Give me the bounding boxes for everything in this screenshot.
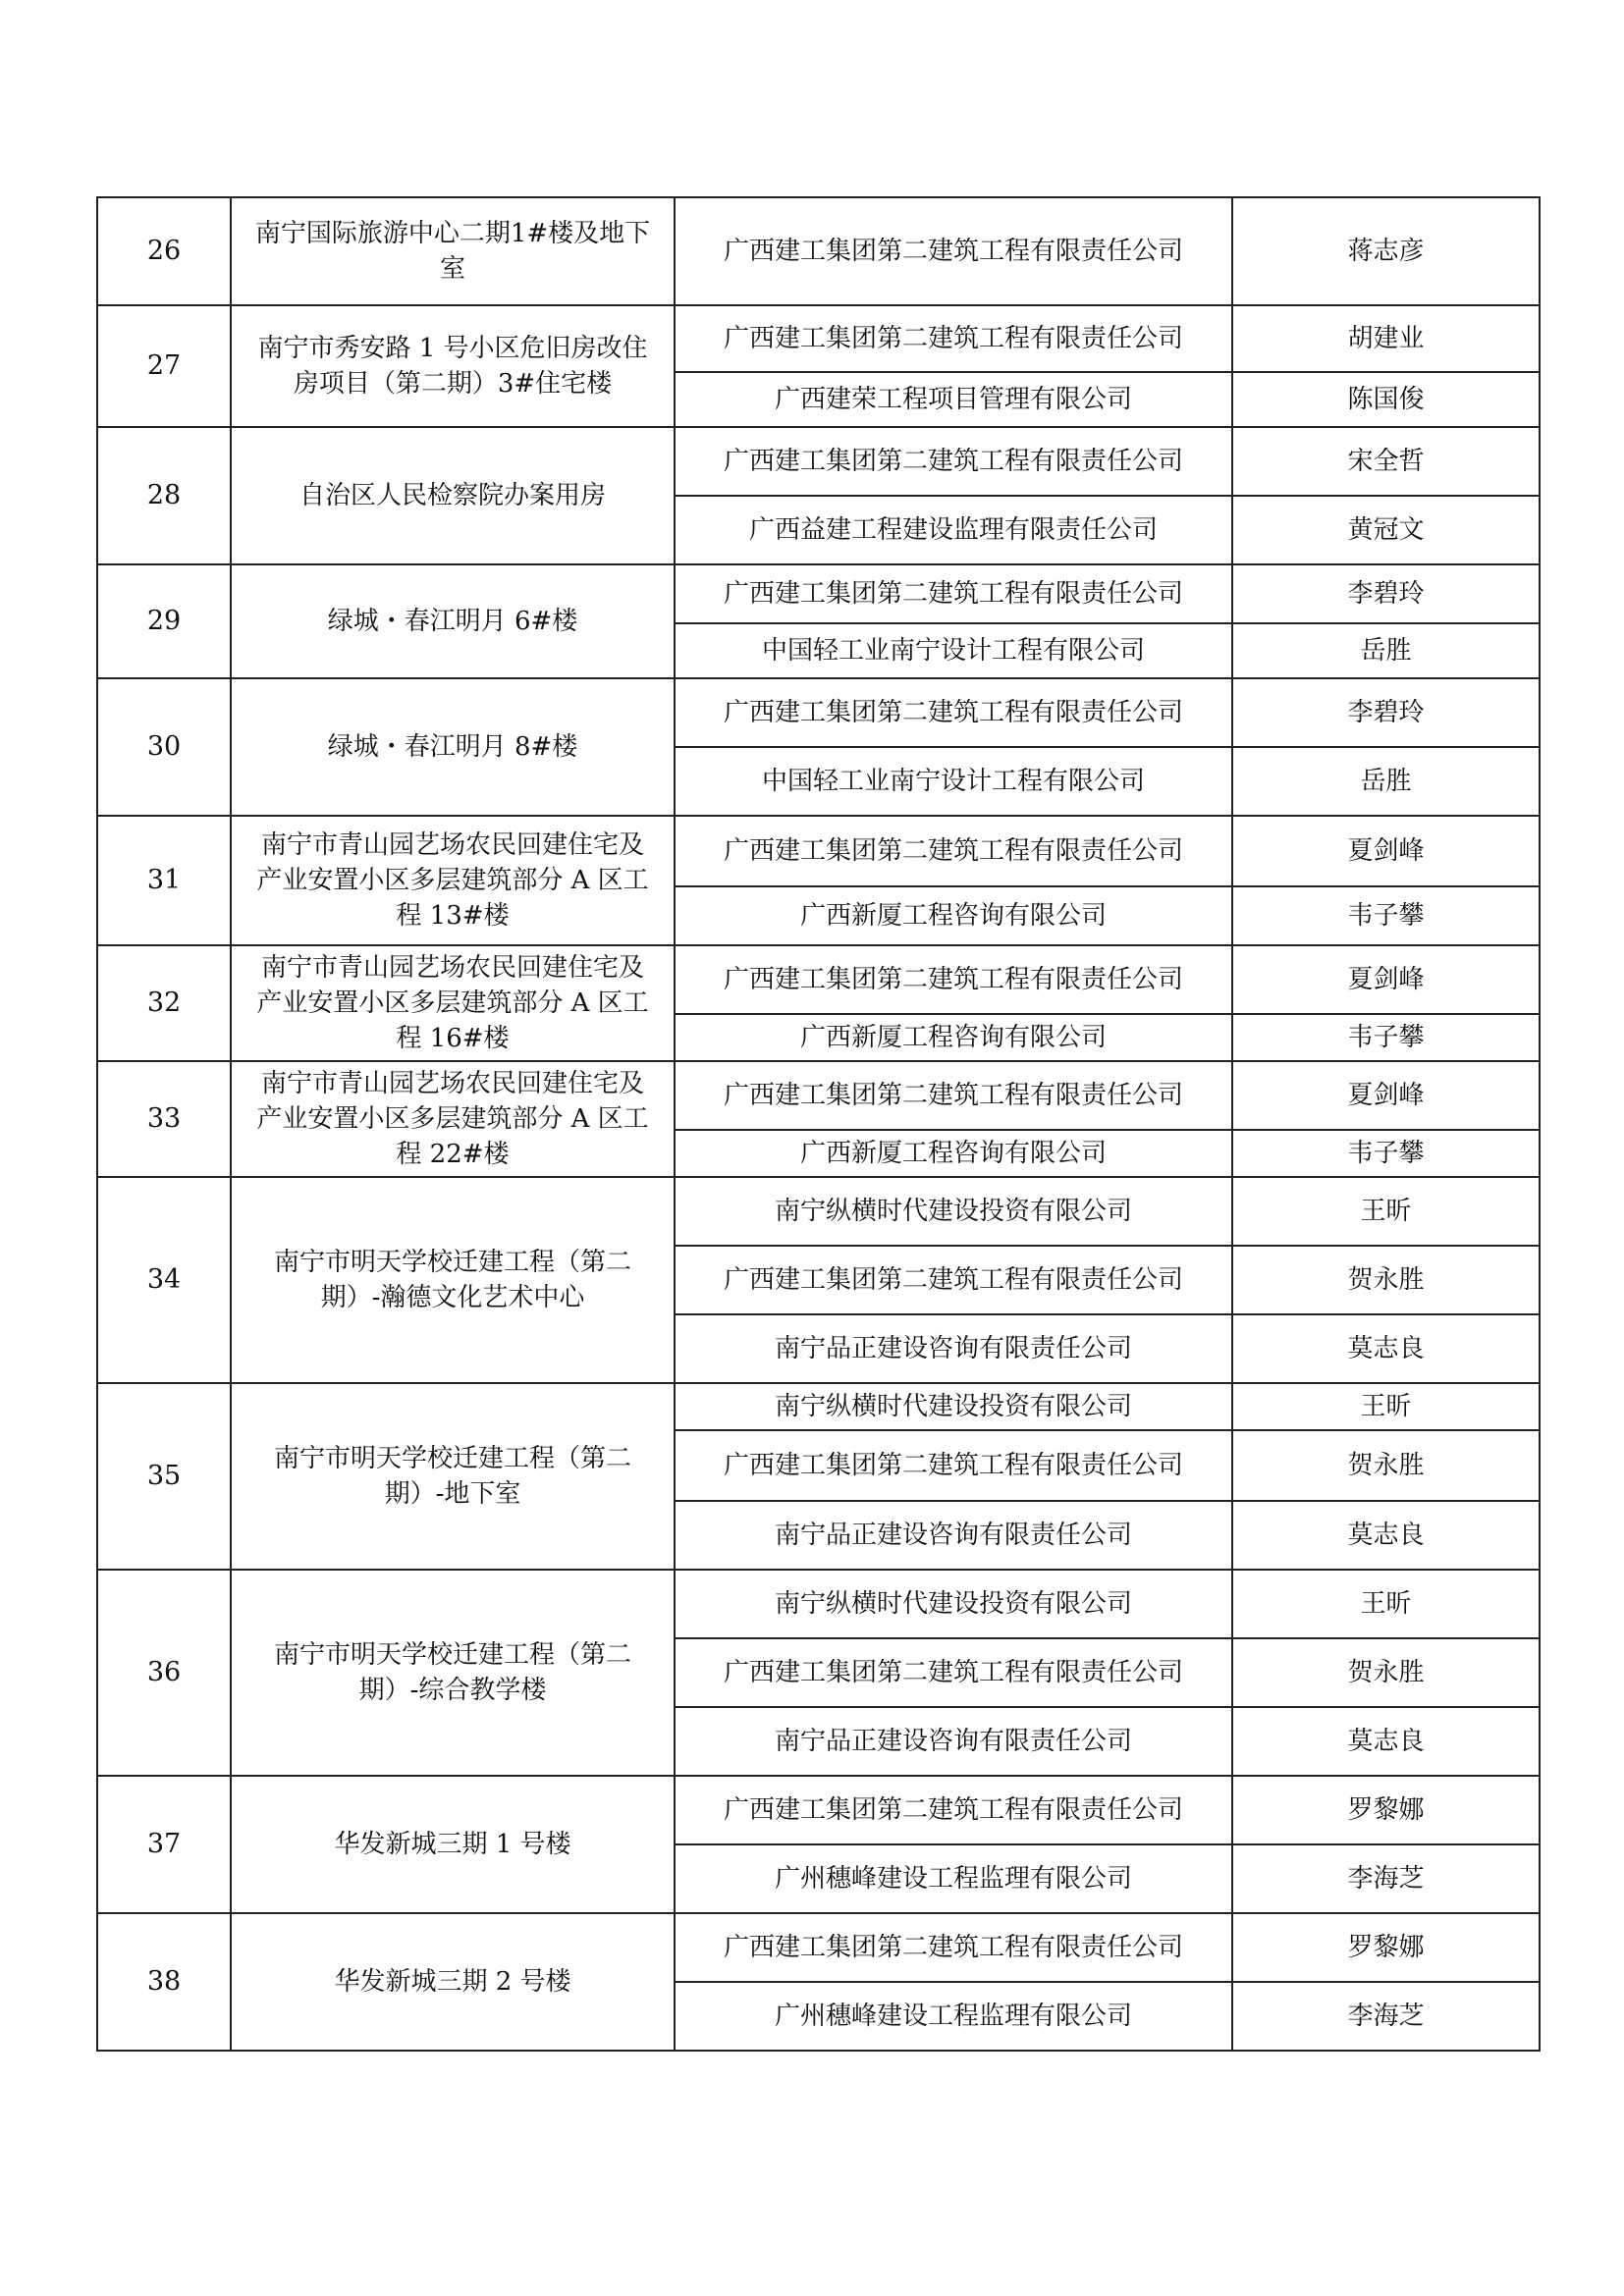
person-name: 王昕 xyxy=(1232,1177,1540,1246)
company-name: 中国轻工业南宁设计工程有限公司 xyxy=(675,623,1232,678)
row-number: 27 xyxy=(97,305,231,427)
row-number: 33 xyxy=(97,1061,231,1177)
company-name: 广西建工集团第二建筑工程有限责任公司 xyxy=(675,197,1232,305)
company-name: 广西建工集团第二建筑工程有限责任公司 xyxy=(675,1430,1232,1501)
project-name: 南宁市青山园艺场农民回建住宅及产业安置小区多层建筑部分 A 区工程 13#楼 xyxy=(231,816,675,945)
person-name: 罗黎娜 xyxy=(1232,1913,1540,1982)
person-name: 韦子攀 xyxy=(1232,886,1540,945)
project-name: 华发新城三期 1 号楼 xyxy=(231,1776,675,1913)
project-name: 绿城・春江明月 6#楼 xyxy=(231,564,675,678)
row-number: 28 xyxy=(97,427,231,564)
project-name: 华发新城三期 2 号楼 xyxy=(231,1913,675,2051)
table-body xyxy=(97,197,1540,2051)
table-row xyxy=(97,816,1540,886)
table-row xyxy=(97,1177,1540,1246)
person-name: 胡建业 xyxy=(1232,305,1540,372)
project-name: 南宁市青山园艺场农民回建住宅及产业安置小区多层建筑部分 A 区工程 22#楼 xyxy=(231,1061,675,1177)
row-number: 30 xyxy=(97,678,231,816)
row-number: 32 xyxy=(97,945,231,1061)
person-name: 贺永胜 xyxy=(1232,1430,1540,1501)
person-name: 夏剑峰 xyxy=(1232,1061,1540,1130)
company-name: 广西建荣工程项目管理有限公司 xyxy=(675,372,1232,427)
person-name: 韦子攀 xyxy=(1232,1014,1540,1061)
company-name: 广西建工集团第二建筑工程有限责任公司 xyxy=(675,305,1232,372)
person-name: 夏剑峰 xyxy=(1232,816,1540,886)
person-name: 陈国俊 xyxy=(1232,372,1540,427)
company-name: 广州穗峰建设工程监理有限公司 xyxy=(675,1982,1232,2051)
person-name: 莫志良 xyxy=(1232,1501,1540,1570)
table-row xyxy=(97,564,1540,623)
company-name: 广西新厦工程咨询有限公司 xyxy=(675,1014,1232,1061)
row-number: 36 xyxy=(97,1570,231,1776)
row-number: 31 xyxy=(97,816,231,945)
table-row xyxy=(97,1776,1540,1844)
table-row xyxy=(97,1913,1540,1982)
project-name: 南宁市明天学校迁建工程（第二期）-综合教学楼 xyxy=(231,1570,675,1776)
person-name: 罗黎娜 xyxy=(1232,1776,1540,1844)
company-name: 广西建工集团第二建筑工程有限责任公司 xyxy=(675,1913,1232,1982)
person-name: 贺永胜 xyxy=(1232,1246,1540,1314)
person-name: 王昕 xyxy=(1232,1383,1540,1430)
company-name: 广西益建工程建设监理有限责任公司 xyxy=(675,496,1232,564)
company-name: 广西建工集团第二建筑工程有限责任公司 xyxy=(675,945,1232,1014)
project-table xyxy=(96,196,1541,2052)
company-name: 广西建工集团第二建筑工程有限责任公司 xyxy=(675,1638,1232,1707)
company-name: 南宁纵横时代建设投资有限公司 xyxy=(675,1383,1232,1430)
person-name: 莫志良 xyxy=(1232,1707,1540,1776)
person-name: 宋全哲 xyxy=(1232,427,1540,496)
table-row xyxy=(97,678,1540,747)
row-number: 35 xyxy=(97,1383,231,1570)
row-number: 37 xyxy=(97,1776,231,1913)
company-name: 中国轻工业南宁设计工程有限公司 xyxy=(675,747,1232,816)
person-name: 李碧玲 xyxy=(1232,564,1540,623)
project-name: 南宁市明天学校迁建工程（第二期）-瀚德文化艺术中心 xyxy=(231,1177,675,1383)
company-name: 南宁品正建设咨询有限责任公司 xyxy=(675,1707,1232,1776)
row-number: 29 xyxy=(97,564,231,678)
person-name: 李海芝 xyxy=(1232,1982,1540,2051)
person-name: 莫志良 xyxy=(1232,1314,1540,1383)
row-number: 38 xyxy=(97,1913,231,2051)
person-name: 蒋志彦 xyxy=(1232,197,1540,305)
person-name: 岳胜 xyxy=(1232,747,1540,816)
table-row xyxy=(97,945,1540,1014)
table-row xyxy=(97,305,1540,372)
company-name: 南宁品正建设咨询有限责任公司 xyxy=(675,1314,1232,1383)
project-name: 南宁市青山园艺场农民回建住宅及产业安置小区多层建筑部分 A 区工程 16#楼 xyxy=(231,945,675,1061)
company-name: 广西新厦工程咨询有限公司 xyxy=(675,886,1232,945)
person-name: 黄冠文 xyxy=(1232,496,1540,564)
company-name: 广西建工集团第二建筑工程有限责任公司 xyxy=(675,564,1232,623)
company-name: 南宁品正建设咨询有限责任公司 xyxy=(675,1501,1232,1570)
table-row xyxy=(97,197,1540,305)
project-name: 南宁国际旅游中心二期1#楼及地下室 xyxy=(231,197,675,305)
company-name: 南宁纵横时代建设投资有限公司 xyxy=(675,1177,1232,1246)
company-name: 广西建工集团第二建筑工程有限责任公司 xyxy=(675,427,1232,496)
project-name: 南宁市秀安路 1 号小区危旧房改住房项目（第二期）3#住宅楼 xyxy=(231,305,675,427)
person-name: 贺永胜 xyxy=(1232,1638,1540,1707)
company-name: 广西建工集团第二建筑工程有限责任公司 xyxy=(675,1061,1232,1130)
company-name: 广西建工集团第二建筑工程有限责任公司 xyxy=(675,1776,1232,1844)
company-name: 广西新厦工程咨询有限公司 xyxy=(675,1130,1232,1177)
company-name: 南宁纵横时代建设投资有限公司 xyxy=(675,1570,1232,1638)
person-name: 李海芝 xyxy=(1232,1844,1540,1913)
person-name: 韦子攀 xyxy=(1232,1130,1540,1177)
project-name: 南宁市明天学校迁建工程（第二期）-地下室 xyxy=(231,1383,675,1570)
person-name: 李碧玲 xyxy=(1232,678,1540,747)
table-row xyxy=(97,427,1540,496)
company-name: 广州穗峰建设工程监理有限公司 xyxy=(675,1844,1232,1913)
project-name: 自治区人民检察院办案用房 xyxy=(231,427,675,564)
person-name: 岳胜 xyxy=(1232,623,1540,678)
person-name: 王昕 xyxy=(1232,1570,1540,1638)
table-row xyxy=(97,1061,1540,1130)
company-name: 广西建工集团第二建筑工程有限责任公司 xyxy=(675,1246,1232,1314)
table-row xyxy=(97,1570,1540,1638)
table-row xyxy=(97,1383,1540,1430)
project-name: 绿城・春江明月 8#楼 xyxy=(231,678,675,816)
person-name: 夏剑峰 xyxy=(1232,945,1540,1014)
company-name: 广西建工集团第二建筑工程有限责任公司 xyxy=(675,678,1232,747)
row-number: 34 xyxy=(97,1177,231,1383)
company-name: 广西建工集团第二建筑工程有限责任公司 xyxy=(675,816,1232,886)
row-number: 26 xyxy=(97,197,231,305)
